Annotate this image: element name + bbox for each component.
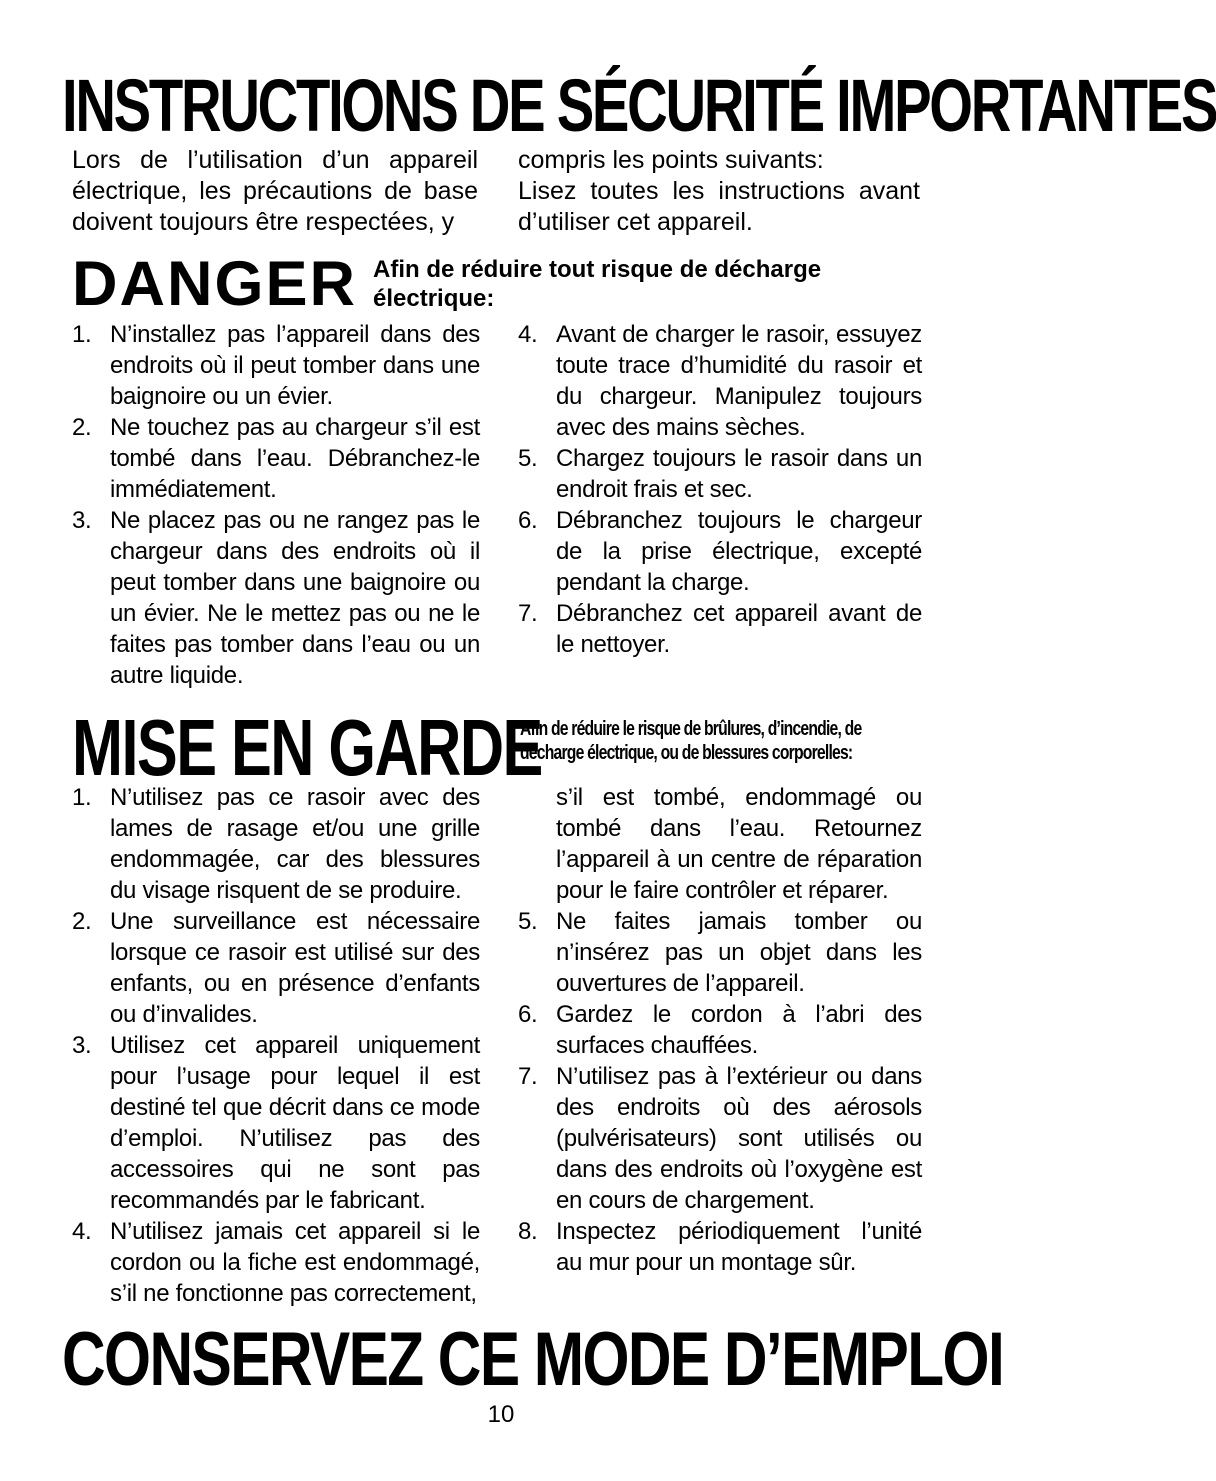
danger-heading: DANGER — [72, 249, 358, 319]
item-number: 2. — [72, 908, 92, 935]
item-4-continued: s’il est tombé, endommagé ou tombé dans l’eau. Retournez l’appareil à un centre de réparation pour le faire contrôler et réparer. — [556, 784, 922, 904]
item-number: 8. — [518, 1218, 538, 1245]
danger-list-right — [518, 319, 922, 660]
intro-text-right-1: compris les points suivants: — [518, 146, 824, 174]
item-text: Inspectez périodiquement l’unité au mur pour un montage sûr. — [556, 1218, 922, 1276]
item-number: 3. — [72, 507, 92, 534]
list-item — [518, 598, 922, 660]
intro-text-left: Lors de l’utilisation d’un appareil électrique, les précautions de base doivent toujours être respectées, y — [72, 146, 478, 236]
subheading-line-1: Afin de réduire le risque de brûlures, d’incendie, de — [520, 718, 862, 740]
list-item — [518, 1061, 922, 1216]
list-item — [72, 1030, 480, 1216]
item-text: N’utilisez pas à l’extérieur ou dans des endroits où des aérosols (pulvérisateurs) sont utilisés ou dans des endroits où l’oxygène est en cours de chargement. — [556, 1063, 922, 1214]
list-item — [72, 906, 480, 1030]
item-text: Ne faites jamais tomber ou n’insérez pas un objet dans les ouvertures de l’appareil. — [556, 908, 922, 997]
page-number: 10 — [487, 1401, 515, 1428]
item-text: Gardez le cordon à l’abri des surfaces chauffées. — [556, 1001, 922, 1059]
item-number: 7. — [518, 1063, 538, 1090]
item-text: Une surveillance est nécessaire lorsque ce rasoir est utilisé sur des enfants, ou en présence d’enfants ou d’invalides. — [110, 908, 480, 1028]
list-item — [518, 999, 922, 1061]
mise-en-garde-heading: MISE EN GARDE — [72, 703, 542, 792]
list-item — [72, 412, 480, 505]
footer-title: CONSERVEZ CE MODE D’EMPLOI — [62, 1317, 1004, 1402]
item-number: 6. — [518, 507, 538, 534]
mise-en-garde-list-left — [72, 782, 480, 1309]
list-item — [518, 906, 922, 999]
item-text: N’utilisez jamais cet appareil si le cordon ou la fiche est endommagé, s’il ne fonctionne pas correctement, — [110, 1218, 480, 1307]
item-text: N’installez pas l’appareil dans des endroits où il peut tomber dans une baignoire ou un évier. — [110, 321, 480, 410]
list-item — [72, 1216, 480, 1309]
item-number: 1. — [72, 784, 92, 811]
list-item — [72, 505, 480, 691]
intro-text-right-2: Lisez toutes les instructions avant d’utiliser cet appareil. — [518, 177, 920, 236]
mise-en-garde-subheading — [520, 717, 928, 765]
list-item — [518, 505, 922, 598]
item-text: Débranchez cet appareil avant de le nettoyer. — [556, 600, 922, 658]
item-number: 1. — [72, 321, 92, 348]
list-item — [72, 319, 480, 412]
item-text: Ne placez pas ou ne rangez pas le chargeur dans des endroits où il peut tomber dans une baignoire ou un évier. Ne le mettez pas ou ne le faites pas tomber dans l’eau ou un autre liquide. — [110, 507, 480, 689]
list-item — [518, 319, 922, 443]
item-number: 2. — [72, 414, 92, 441]
item-number: 5. — [518, 445, 538, 472]
list-item — [72, 782, 480, 906]
mise-en-garde-list-right — [518, 782, 922, 1278]
danger-list-left — [72, 319, 480, 691]
list-item — [518, 443, 922, 505]
item-number: 5. — [518, 908, 538, 935]
item-text: Utilisez cet appareil uniquement pour l’usage pour lequel il est destiné tel que décrit dans ce mode d’emploi. N’utilisez pas des accessoires qui ne sont pas recommandés par le fabricant. — [110, 1032, 480, 1214]
item-number: 4. — [518, 321, 538, 348]
intro-left — [72, 145, 478, 238]
intro-right — [518, 145, 920, 238]
item-number: 3. — [72, 1032, 92, 1059]
item-text: Ne touchez pas au chargeur s’il est tombé dans l’eau. Débranchez-le immédiatement. — [110, 414, 480, 503]
page-title: INSTRUCTIONS DE SÉCURITÉ IMPORTANTES — [62, 64, 1216, 147]
list-item — [518, 1216, 922, 1278]
item-number: 4. — [72, 1218, 92, 1245]
item-text: Chargez toujours le rasoir dans un endroit frais et sec. — [556, 445, 922, 503]
item-text: Débranchez toujours le chargeur de la prise électrique, excepté pendant la charge. — [556, 507, 922, 596]
danger-subheading: Afin de réduire tout risque de décharge électrique: — [373, 256, 822, 312]
item-number: 6. — [518, 1001, 538, 1028]
item-text: N’utilisez pas ce rasoir avec des lames de rasage et/ou une grille endommagée, car des blessures du visage risquent de se produire. — [110, 784, 480, 904]
item-text: Avant de charger le rasoir, essuyez toute trace d’humidité du rasoir et du chargeur. Manipulez toujours avec des mains sèches. — [556, 321, 922, 441]
item-number: 7. — [518, 600, 538, 627]
subheading-line-2: décharge électrique, ou de blessures corporelles: — [520, 742, 853, 764]
